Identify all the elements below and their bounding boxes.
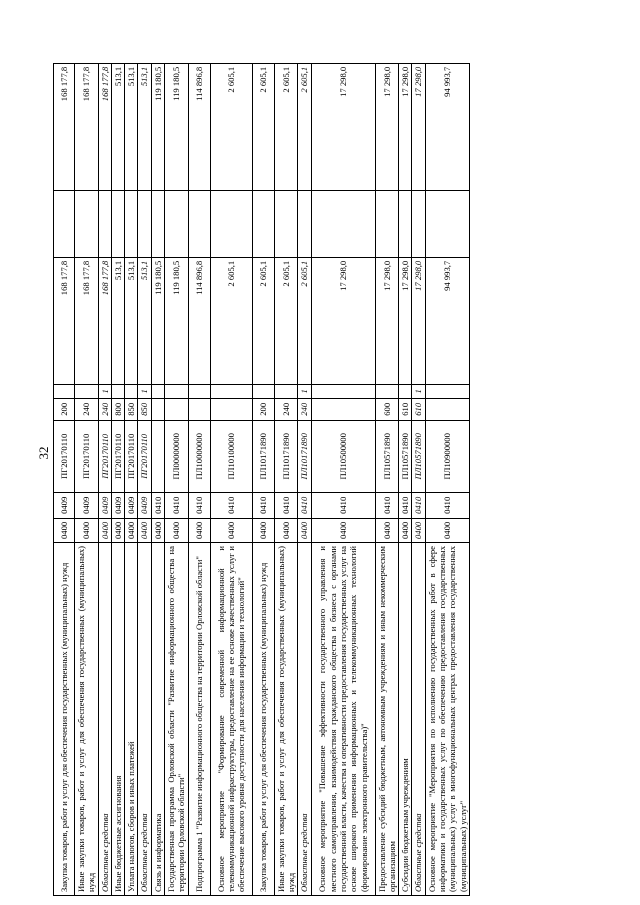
- table-row: [165, 63, 189, 895]
- row-expense-type-code: 240: [98, 398, 111, 420]
- row-amount-2: [210, 190, 252, 257]
- row-target-article-code: ПЛ10100000: [210, 420, 252, 492]
- row-name: Иные бюджетные ассигнования: [111, 543, 124, 896]
- row-amount-3: 2 605,1: [252, 63, 274, 190]
- row-amount-3: 94 993,7: [425, 63, 469, 190]
- row-amount-3: 2 605,1: [298, 63, 311, 190]
- row-source-mark: 1: [412, 384, 425, 398]
- row-target-article-code: ПЛ10900000: [425, 420, 469, 492]
- row-name: Субсидии бюджетным учреждениям: [399, 543, 412, 896]
- row-expense-type-code: [151, 398, 164, 420]
- row-amount-2: [311, 190, 375, 257]
- row-amount-2: [274, 190, 298, 257]
- table-row: [311, 63, 375, 895]
- row-target-article-code: ПЛ10571890: [399, 420, 412, 492]
- row-expense-type-code: 800: [111, 398, 124, 420]
- page-number: 32: [36, 446, 51, 460]
- row-amount-1: 17 298,0: [412, 257, 425, 384]
- row-name: Закупка товаров, работ и услуг для обеспечения государственных (муниципальных) нужд: [54, 543, 75, 896]
- row-amount-1: 119 180,5: [151, 257, 164, 384]
- row-subsection-code: 0410: [274, 492, 298, 518]
- row-source-mark: [54, 384, 75, 398]
- row-amount-2: [165, 190, 189, 257]
- row-subsection-code: 0409: [75, 492, 99, 518]
- row-expense-type-code: 850: [125, 398, 138, 420]
- row-source-mark: [274, 384, 298, 398]
- row-amount-2: [111, 190, 124, 257]
- row-target-article-code: ПЛ10571890: [375, 420, 399, 492]
- table-row: [138, 63, 151, 895]
- row-subsection-code: 0409: [54, 492, 75, 518]
- row-target-article-code: ПЛ10171890: [274, 420, 298, 492]
- table-row: [252, 63, 274, 895]
- row-expense-type-code: [311, 398, 375, 420]
- row-expense-type-code: 610: [412, 398, 425, 420]
- row-amount-2: [151, 190, 164, 257]
- row-amount-2: [98, 190, 111, 257]
- row-subsection-code: 0410: [399, 492, 412, 518]
- row-source-mark: [425, 384, 469, 398]
- row-target-article-code: ПГ20170110: [138, 420, 151, 492]
- row-section-code: 0400: [412, 518, 425, 542]
- row-amount-1: 17 298,0: [375, 257, 399, 384]
- row-name: Областные средства: [298, 543, 311, 896]
- row-section-code: 0400: [188, 518, 210, 542]
- row-expense-type-code: 200: [252, 398, 274, 420]
- row-expense-type-code: 200: [54, 398, 75, 420]
- row-amount-2: [125, 190, 138, 257]
- row-source-mark: [165, 384, 189, 398]
- row-amount-1: 513,1: [111, 257, 124, 384]
- row-source-mark: 1: [98, 384, 111, 398]
- row-amount-3: 513,1: [138, 63, 151, 190]
- row-target-article-code: ПГ20170110: [54, 420, 75, 492]
- table-row: [399, 63, 412, 895]
- row-target-article-code: ПГ20170110: [75, 420, 99, 492]
- row-section-code: 0400: [165, 518, 189, 542]
- row-section-code: 0400: [125, 518, 138, 542]
- row-target-article-code: ПГ20170110: [125, 420, 138, 492]
- row-source-mark: [311, 384, 375, 398]
- row-amount-2: [298, 190, 311, 257]
- row-name: Основное мероприятие "Повышение эффективности государственного управления и местного самоуправления, взаимодействия гражданского общества и бизнеса с органами государственной власти, качества и оперативности предоставления государственных услуг на основе широкого применения информационных и телекоммуникационных технологий (формирование электронного правительства)": [311, 543, 375, 896]
- row-subsection-code: 0410: [311, 492, 375, 518]
- row-expense-type-code: 600: [375, 398, 399, 420]
- row-amount-3: 119 180,5: [165, 63, 189, 190]
- row-section-code: 0400: [311, 518, 375, 542]
- row-name: Основное мероприятие "Мероприятия по исполнению государственных работ в сфере информатики и государственных услуг по обеспечению предоставления государственных (муниципальных) услуг в многофункциональных центрах предоставления государственных (муниципальных) услуг": [425, 543, 469, 896]
- row-expense-type-code: [210, 398, 252, 420]
- row-name: Государственная программа Орловской области "Развитие информационного общества на территории Орловской области": [165, 543, 189, 896]
- row-amount-3: 114 896,8: [188, 63, 210, 190]
- row-name: Уплата налогов, сборов и иных платежей: [125, 543, 138, 896]
- row-amount-1: 513,1: [125, 257, 138, 384]
- row-target-article-code: ПЛ00000000: [165, 420, 189, 492]
- table-row: [274, 63, 298, 895]
- row-amount-1: 168 177,8: [75, 257, 99, 384]
- row-amount-1: 17 298,0: [399, 257, 412, 384]
- row-expense-type-code: 850: [138, 398, 151, 420]
- row-section-code: 0400: [274, 518, 298, 542]
- row-source-mark: 1: [138, 384, 151, 398]
- row-target-article-code: ПГ20170110: [98, 420, 111, 492]
- table-row: [188, 63, 210, 895]
- row-target-article-code: ПЛ10171890: [252, 420, 274, 492]
- row-subsection-code: 0410: [375, 492, 399, 518]
- table-row: [425, 63, 469, 895]
- table-row: [111, 63, 124, 895]
- row-source-mark: [399, 384, 412, 398]
- row-expense-type-code: 240: [75, 398, 99, 420]
- row-expense-type-code: 610: [399, 398, 412, 420]
- table-body: [54, 63, 470, 895]
- row-name: Связь и информатика: [151, 543, 164, 896]
- row-source-mark: [111, 384, 124, 398]
- row-expense-type-code: [425, 398, 469, 420]
- row-name: Предоставление субсидий бюджетным, автономным учреждениям и иным некоммерческим организациям: [375, 543, 399, 896]
- row-subsection-code: 0409: [125, 492, 138, 518]
- row-name: Иные закупки товаров, работ и услуг для обеспечения государственных (муниципальных) нужд: [75, 543, 99, 896]
- row-subsection-code: 0409: [98, 492, 111, 518]
- row-amount-3: 17 298,0: [412, 63, 425, 190]
- row-amount-1: 168 177,8: [54, 257, 75, 384]
- row-subsection-code: 0410: [188, 492, 210, 518]
- row-amount-2: [425, 190, 469, 257]
- row-amount-1: 2 605,1: [274, 257, 298, 384]
- row-subsection-code: 0409: [111, 492, 124, 518]
- row-name: Областные средства: [138, 543, 151, 896]
- row-name: Иные закупки товаров, работ и услуг для обеспечения государственных (муниципальных) нужд: [274, 543, 298, 896]
- row-expense-type-code: 240: [298, 398, 311, 420]
- row-name: Подпрограмма 1 "Развитие информационного общества на территории Орловской области": [188, 543, 210, 896]
- row-section-code: 0400: [399, 518, 412, 542]
- row-amount-1: 513,1: [138, 257, 151, 384]
- row-amount-2: [188, 190, 210, 257]
- row-amount-1: 2 605,1: [210, 257, 252, 384]
- row-amount-3: 168 177,8: [75, 63, 99, 190]
- row-subsection-code: 0410: [165, 492, 189, 518]
- row-amount-2: [252, 190, 274, 257]
- row-source-mark: [75, 384, 99, 398]
- row-section-code: 0400: [54, 518, 75, 542]
- row-amount-3: 119 180,5: [151, 63, 164, 190]
- row-source-mark: 1: [298, 384, 311, 398]
- row-section-code: 0400: [252, 518, 274, 542]
- row-amount-3: 168 177,8: [98, 63, 111, 190]
- row-name: Областные средства: [412, 543, 425, 896]
- row-section-code: 0400: [138, 518, 151, 542]
- table-row: [54, 63, 75, 895]
- row-subsection-code: 0410: [298, 492, 311, 518]
- table-row: [98, 63, 111, 895]
- row-section-code: 0400: [98, 518, 111, 542]
- row-subsection-code: 0410: [412, 492, 425, 518]
- table-row: [151, 63, 164, 895]
- row-subsection-code: 0410: [252, 492, 274, 518]
- row-target-article-code: ПЛ10171890: [298, 420, 311, 492]
- row-section-code: 0400: [425, 518, 469, 542]
- row-amount-2: [412, 190, 425, 257]
- row-source-mark: [188, 384, 210, 398]
- row-amount-2: [138, 190, 151, 257]
- row-amount-1: 2 605,1: [252, 257, 274, 384]
- row-amount-3: 17 298,0: [311, 63, 375, 190]
- table-row: [75, 63, 99, 895]
- row-section-code: 0400: [75, 518, 99, 542]
- row-target-article-code: ПГ20170110: [111, 420, 124, 492]
- row-subsection-code: 0410: [210, 492, 252, 518]
- row-source-mark: [375, 384, 399, 398]
- row-expense-type-code: [188, 398, 210, 420]
- row-section-code: 0400: [375, 518, 399, 542]
- row-amount-3: 17 298,0: [375, 63, 399, 190]
- row-amount-2: [75, 190, 99, 257]
- table-row: [412, 63, 425, 895]
- row-amount-1: 168 177,8: [98, 257, 111, 384]
- row-amount-2: [399, 190, 412, 257]
- table-row: [210, 63, 252, 895]
- row-target-article-code: ПЛ10500000: [311, 420, 375, 492]
- row-section-code: 0400: [111, 518, 124, 542]
- row-target-article-code: [151, 420, 164, 492]
- row-name: Областные средства: [98, 543, 111, 896]
- row-section-code: 0400: [210, 518, 252, 542]
- row-amount-2: [54, 190, 75, 257]
- row-amount-2: [375, 190, 399, 257]
- row-target-article-code: ПЛ10571890: [412, 420, 425, 492]
- row-amount-3: 168 177,8: [54, 63, 75, 190]
- row-target-article-code: ПЛ10000000: [188, 420, 210, 492]
- row-source-mark: [210, 384, 252, 398]
- row-amount-3: 2 605,1: [274, 63, 298, 190]
- table-row: [375, 63, 399, 895]
- row-amount-1: 114 896,8: [188, 257, 210, 384]
- row-expense-type-code: [165, 398, 189, 420]
- row-subsection-code: 0409: [138, 492, 151, 518]
- row-amount-1: 17 298,0: [311, 257, 375, 384]
- row-subsection-code: 0410: [425, 492, 469, 518]
- row-subsection-code: 0410: [151, 492, 164, 518]
- row-source-mark: [151, 384, 164, 398]
- table-row: [298, 63, 311, 895]
- table-row: [125, 63, 138, 895]
- row-amount-1: 94 993,7: [425, 257, 469, 384]
- row-amount-3: 513,1: [111, 63, 124, 190]
- row-source-mark: [125, 384, 138, 398]
- row-amount-3: 2 605,1: [210, 63, 252, 190]
- row-section-code: 0400: [151, 518, 164, 542]
- row-amount-3: 513,1: [125, 63, 138, 190]
- row-name: Основное мероприятие "Формирование современной информационной и телекоммуникационной инфраструктуры, предоставление на ее основе качественных услуг и обеспечение высокого уровня доступности для населения информации и технологий": [210, 543, 252, 896]
- row-name: Закупка товаров, работ и услуг для обеспечения государственных (муниципальных) нужд: [252, 543, 274, 896]
- row-amount-1: 2 605,1: [298, 257, 311, 384]
- row-amount-3: 17 298,0: [399, 63, 412, 190]
- row-amount-1: 119 180,5: [165, 257, 189, 384]
- row-section-code: 0400: [298, 518, 311, 542]
- row-expense-type-code: 240: [274, 398, 298, 420]
- row-source-mark: [252, 384, 274, 398]
- budget-table: [53, 63, 470, 896]
